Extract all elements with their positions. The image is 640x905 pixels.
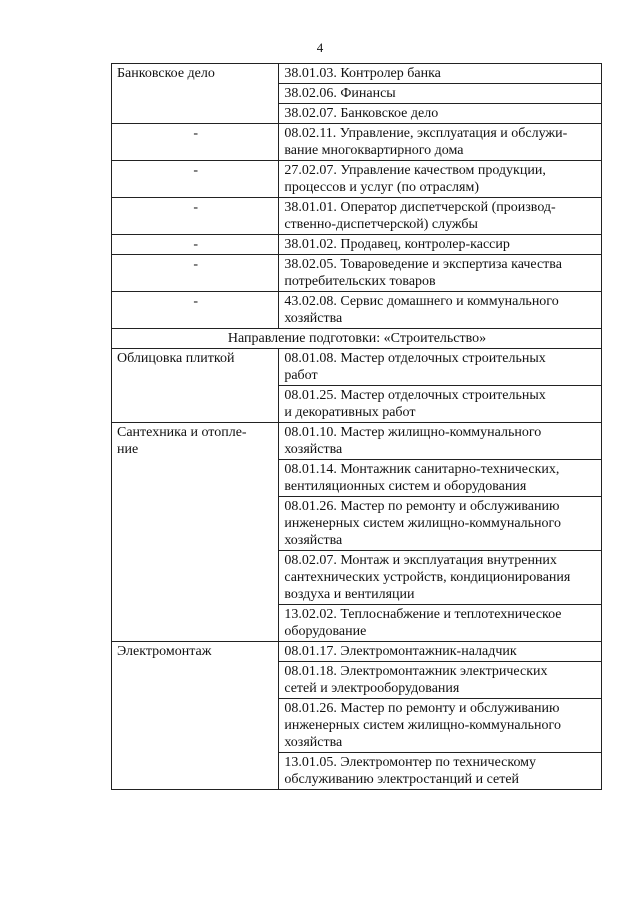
specialty-cell: 43.02.08. Сервис домашнего и коммунального хозяйства (279, 292, 602, 329)
table-row (112, 161, 602, 198)
table-body (112, 64, 602, 790)
section-row (112, 329, 602, 349)
specialty-cell: 38.02.05. Товароведение и экспертиза качества потребительских товаров (279, 255, 602, 292)
specialty-cell: 08.01.14. Монтажник санитарно-технических, вентиляционных систем и оборудования (279, 460, 602, 497)
page-number: 4 (316, 40, 324, 55)
specialty-cell: 08.02.07. Монтаж и эксплуатация внутренних сантехнических устройств, кондиционирования воздуха и вентиляции (279, 551, 602, 605)
table-row (112, 292, 602, 329)
table-row (112, 124, 602, 161)
specialty-cell: 38.02.06. Финансы (279, 84, 602, 104)
table-row (112, 423, 602, 460)
dash-cell: - (112, 161, 279, 198)
table-row (112, 642, 602, 662)
specialty-cell: 13.01.05. Электромонтер по техническому обслуживанию электростанций и сетей (279, 753, 602, 790)
specialties-table (111, 63, 602, 790)
profession-cell: Сантехника и отопле- ние (112, 423, 279, 642)
dash-cell: - (112, 124, 279, 161)
profession-cell: Банковское дело (112, 64, 279, 124)
dash-cell: - (112, 235, 279, 255)
specialty-cell: 38.01.03. Контролер банка (279, 64, 602, 84)
profession-cell: Облицовка плиткой (112, 349, 279, 423)
specialty-cell: 08.01.26. Мастер по ремонту и обслуживанию инженерных систем жилищно-коммунального хозяйства (279, 699, 602, 753)
section-heading: Направление подготовки: «Строительство» (112, 329, 602, 349)
table-row (112, 235, 602, 255)
dash-cell: - (112, 255, 279, 292)
specialty-cell: 08.01.08. Мастер отделочных строительных работ (279, 349, 602, 386)
table-row (112, 349, 602, 386)
specialty-cell: 08.02.11. Управление, эксплуатация и обслужи- вание многоквартирного дома (279, 124, 602, 161)
dash-cell: - (112, 292, 279, 329)
table-row (112, 255, 602, 292)
specialty-cell: 38.02.07. Банковское дело (279, 104, 602, 124)
specialty-cell: 08.01.17. Электромонтажник-наладчик (279, 642, 602, 662)
specialty-cell: 08.01.25. Мастер отделочных строительных и декоративных работ (279, 386, 602, 423)
specialty-cell: 08.01.26. Мастер по ремонту и обслуживанию инженерных систем жилищно-коммунального хозяйства (279, 497, 602, 551)
table-row (112, 198, 602, 235)
specialty-cell: 27.02.07. Управление качеством продукции, процессов и услуг (по отраслям) (279, 161, 602, 198)
profession-cell: Электромонтаж (112, 642, 279, 790)
specialty-cell: 38.01.02. Продавец, контролер-кассир (279, 235, 602, 255)
specialty-cell: 13.02.02. Теплоснабжение и теплотехническое оборудование (279, 605, 602, 642)
dash-cell: - (112, 198, 279, 235)
table-row (112, 64, 602, 84)
specialty-cell: 38.01.01. Оператор диспетчерской (производ- ственно-диспетчерской) службы (279, 198, 602, 235)
specialty-cell: 08.01.10. Мастер жилищно-коммунального хозяйства (279, 423, 602, 460)
specialty-cell: 08.01.18. Электромонтажник электрических сетей и электрооборудования (279, 662, 602, 699)
